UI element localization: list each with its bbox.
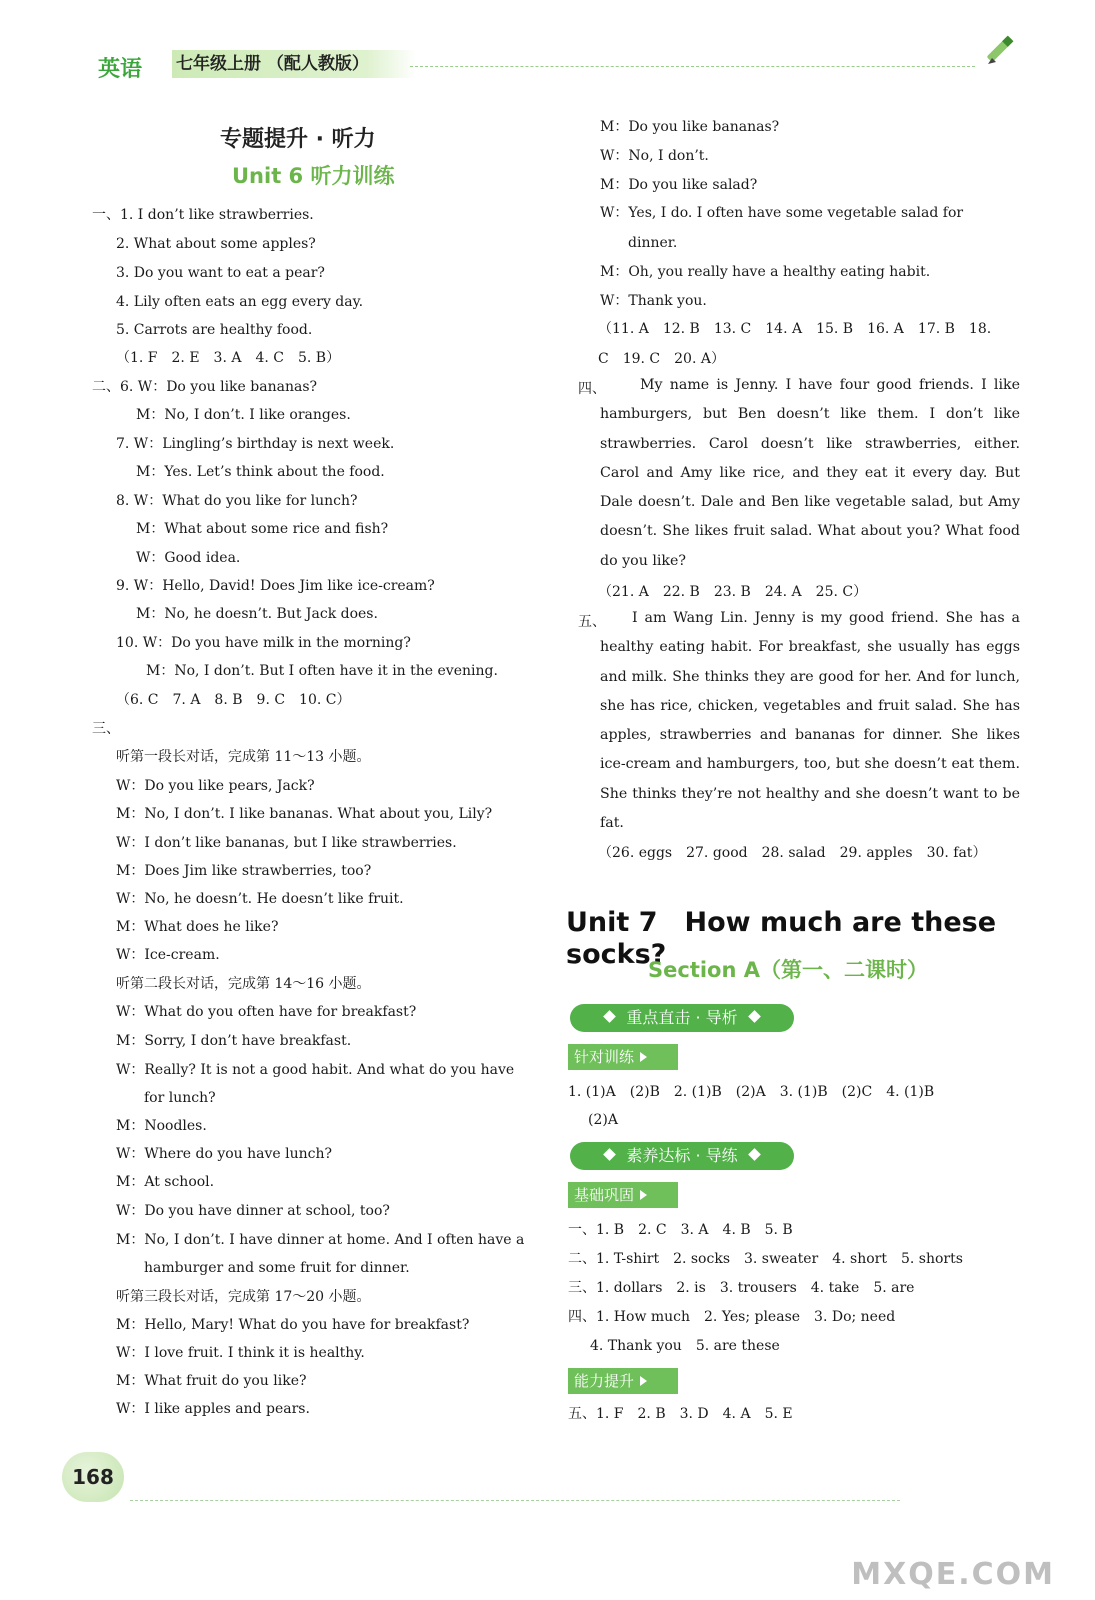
left-line: W：No, he doesn’t. He doesn’t like fruit. [116,891,404,907]
left-line: for lunch? [144,1090,216,1106]
unit6-subtitle: Unit 6 听力训练 [232,164,395,188]
left-line: M：Sorry, I don’t have breakfast. [116,1033,352,1049]
left-line: hamburger and some fruit for dinner. [144,1260,410,1276]
left-line: W：Do you like pears, Jack? [116,778,315,794]
diamond-icon [748,1010,761,1023]
basic-answer: 一、1. B 2. C 3. A 4. B 5. B [568,1222,793,1238]
left-line: W：What do you often have for breakfast? [116,1004,417,1020]
banner-literacy: 素养达标 · 导练 [570,1142,794,1170]
part5-label: 五、 [578,614,606,630]
basic-answer: 三、1. dollars 2. is 3. trousers 4. take 5. are [568,1280,915,1296]
left-line: W：Good idea. [136,550,241,566]
left-line: 9. W：Hello, David! Does Jim like ice-cream? [116,578,435,594]
left-line: 8. W：What do you like for lunch? [116,493,358,509]
right-line: （11. A 12. B 13. C 14. A 15. B 16. A 17. B 18. [598,321,992,337]
right-line: W：Thank you. [600,293,707,309]
header-divider [410,66,975,67]
part4-label: 四、 [578,381,606,397]
left-line: W：Where do you have lunch? [116,1146,333,1162]
part4-answers: （21. A 22. B 23. B 24. A 25. C） [598,584,868,600]
left-line: 5. Carrots are healthy food. [116,322,313,338]
right-line: M：Oh, you really have a healthy eating habit. [600,264,931,280]
tag-ability-improvement: 能力提升 [568,1368,678,1394]
watermark: MXQE.COM [851,1557,1055,1592]
part5-answers: （26. eggs 27. good 28. salad 29. apples 30. fat） [598,845,987,861]
right-line: W：Yes, I do. I often have some vegetable salad for [600,205,964,221]
left-line: M：No, I don’t. I have dinner at home. And I often have a [116,1232,525,1248]
diamond-icon [748,1148,761,1161]
left-line: W：I like apples and pears. [116,1401,310,1417]
tag-targeted-training: 针对训练 [568,1044,678,1070]
section-title: 专题提升 · 听力 [220,127,376,152]
left-line: 听第一段长对话，完成第 11～13 小题。 [116,749,371,765]
left-line: M：What fruit do you like? [116,1373,307,1389]
left-line: （1. F 2. E 3. A 4. C 5. B） [116,350,341,366]
diamond-icon [603,1148,616,1161]
left-line: 7. W：Lingling’s birthday is next week. [116,436,395,452]
pen-icon [982,30,1026,74]
arrow-right-icon [640,1052,647,1062]
left-line: M：Yes. Let’s think about the food. [136,464,385,480]
left-line: 4. Lily often eats an egg every day. [116,294,364,310]
targeted-answers-line1: 1. (1)A (2)B 2. (1)B (2)A 3. (1)B (2)C 4. (1)B [568,1084,935,1100]
left-line: W：I love fruit. I think it is healthy. [116,1345,365,1361]
left-line: M：Does Jim like strawberries, too? [116,863,372,879]
page-number: 168 [62,1452,124,1502]
left-line: W：I don’t like bananas, but I like strawberries. [116,835,457,851]
left-line: M：No, he doesn’t. But Jack does. [136,606,378,622]
left-line: 一、1. I don’t like strawberries. [92,207,314,223]
left-line: M：At school. [116,1174,215,1190]
left-line: 3. Do you want to eat a pear? [116,265,325,281]
basic-answer: 二、1. T-shirt 2. socks 3. sweater 4. short 5. shorts [568,1251,963,1267]
right-line: M：Do you like salad? [600,177,758,193]
part4-passage: My name is Jenny. I have four good friends. I like hamburgers, but Ben doesn’t like them. I don’t like strawberries. Carol doesn’t like strawberries, either. Carol and Amy like rice, and they eat it every day. But Dale doesn’t. Dale and Ben like vegetable salad, but Amy doesn’t. She likes fruit salad. What about you? What food do you like? [600,377,1020,569]
subject-label: 英语 [98,57,143,82]
arrow-right-icon [640,1190,647,1200]
targeted-answers-line2: (2)A [588,1112,618,1128]
left-line: （6. C 7. A 8. B 9. C 10. C） [116,692,351,708]
left-line: 二、6. W：Do you like bananas? [92,379,318,395]
left-line: W：Do you have dinner at school, too? [116,1203,390,1219]
left-line: M：No, I don’t. But I often have it in the evening. [146,663,498,679]
left-line: W：Ice-cream. [116,947,220,963]
left-line: 听第三段长对话，完成第 17～20 小题。 [116,1289,371,1305]
basic-answer: 四、1. How much 2. Yes; please 3. Do; need [568,1309,896,1325]
banner-key-points: 重点直击 · 导析 [570,1004,794,1032]
left-line: M：What does he like? [116,919,279,935]
right-line: C 19. C 20. A） [598,351,725,367]
footer-divider [130,1500,900,1501]
diamond-icon [603,1010,616,1023]
left-line: M：Hello, Mary! What do you have for breakfast? [116,1317,470,1333]
left-line: 三、 [92,721,120,737]
unit7-title: Unit 7 How much are these socks? [566,907,997,970]
basic-answer: 4. Thank you 5. are these [590,1338,780,1354]
right-line: dinner. [628,235,678,251]
left-line: 2. What about some apples? [116,236,316,252]
ability-answers: 五、1. F 2. B 3. D 4. A 5. E [568,1406,793,1422]
left-line: M：What about some rice and fish? [136,521,389,537]
left-line: 听第二段长对话，完成第 14～16 小题。 [116,976,371,992]
left-line: M：No, I don’t. I like bananas. What about you, Lily? [116,806,493,822]
tag-basic-consolidation: 基础巩固 [568,1182,678,1208]
right-line: W：No, I don’t. [600,148,709,164]
left-line: W：Really? It is not a good habit. And what do you have [116,1062,515,1078]
grade-label: 七年级上册 （配人教版） [172,50,416,78]
left-line: M：No, I don’t. I like oranges. [136,407,351,423]
left-line: M：Noodles. [116,1118,207,1134]
part5-passage: I am Wang Lin. Jenny is my good friend. She has a healthy eating habit. For breakfast, she usually has eggs and milk. She thinks they are good for her. And for lunch, she has rice, chicken, vegetables and fruit salad. She has apples, strawberries and bananas for dinner. She likes ice-cream and hamburgers, too, but she doesn’t eat them. She thinks they’re not healthy and she doesn’t want to be fat. [600,610,1020,832]
arrow-right-icon [640,1376,647,1386]
left-line: 10. W：Do you have milk in the morning? [116,635,411,651]
right-line: M：Do you like bananas? [600,119,780,135]
section-a-title: Section A（第一、二课时） [648,958,928,982]
